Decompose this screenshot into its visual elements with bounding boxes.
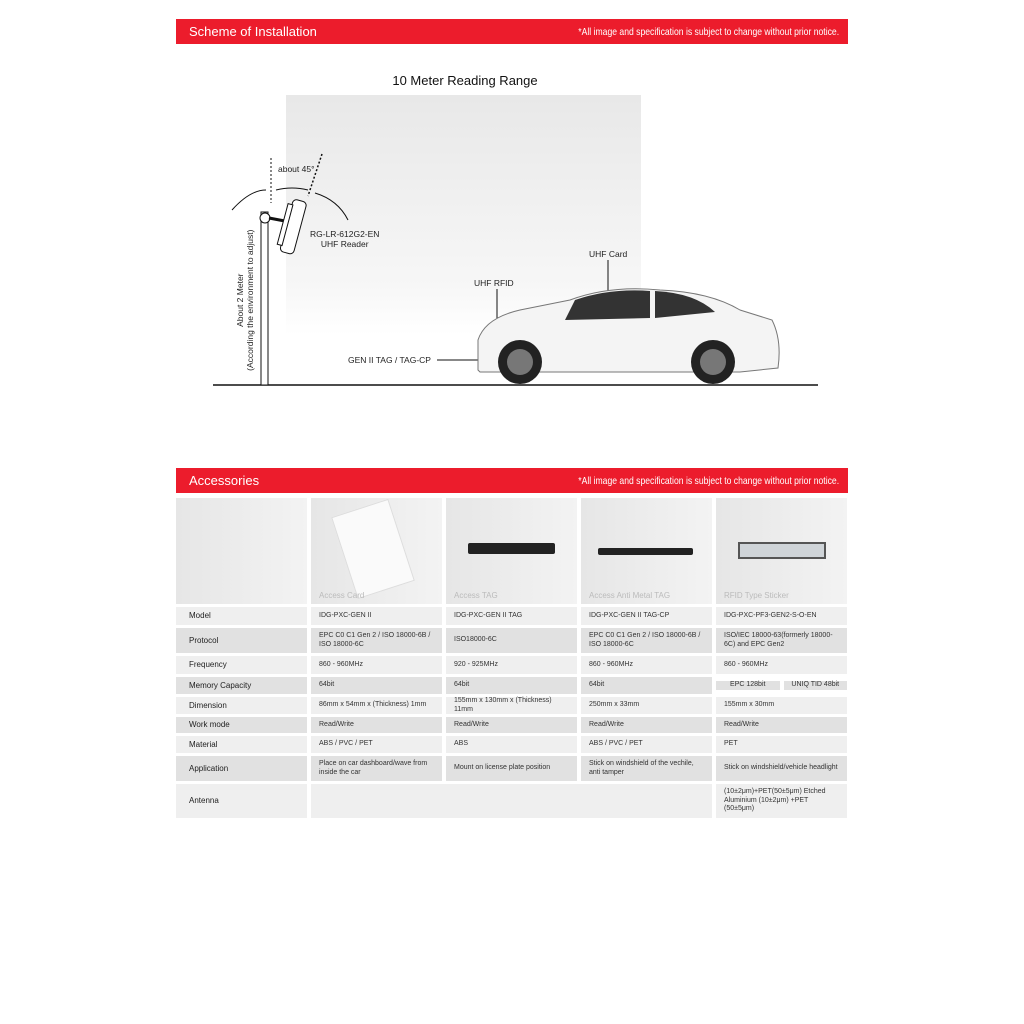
scheme-title: Scheme of Installation bbox=[189, 24, 317, 39]
product-access-card bbox=[311, 498, 442, 604]
range-title: 10 Meter Reading Range bbox=[392, 73, 538, 88]
memory-part: UNIQ TID 48bit bbox=[784, 681, 848, 690]
installation-drawing bbox=[0, 0, 1024, 400]
memory-part: EPC 128bit bbox=[716, 681, 780, 690]
table-cell: Read/Write bbox=[446, 717, 577, 733]
table-cell: ABS bbox=[446, 736, 577, 753]
tag-label: GEN II TAG / TAG-CP bbox=[348, 355, 431, 365]
pole bbox=[261, 212, 268, 385]
split-cell bbox=[716, 677, 847, 694]
car-image bbox=[478, 289, 779, 384]
table-cell: (10±2μm)+PET(50±5μm) Etched Aluminium (10±2μm) +PET (50±5μm) bbox=[716, 784, 847, 818]
height-label bbox=[235, 225, 255, 375]
product-caption: Access TAG bbox=[454, 591, 498, 600]
table-cell: ABS / PVC / PET bbox=[311, 736, 442, 753]
row-label: Frequency bbox=[176, 656, 307, 674]
uhf-card-label: UHF Card bbox=[589, 249, 628, 259]
product-caption: RFID Type Sticker bbox=[724, 591, 789, 600]
table-cell: EPC C0 C1 Gen 2 / ISO 18000-6B / ISO 18000-6C bbox=[581, 628, 712, 653]
product-caption: Access Card bbox=[319, 591, 365, 600]
table-cell: IDG-PXC-PF3-GEN2-S-O-EN bbox=[716, 607, 847, 625]
table-cell: 920 - 925MHz bbox=[446, 656, 577, 674]
table-cell: IDG-PXC-GEN II TAG-CP bbox=[581, 607, 712, 625]
row-label: Application bbox=[176, 756, 307, 781]
accessories-notice: *All image and specification is subject to change without prior notice. bbox=[578, 474, 839, 487]
table-cell: ABS / PVC / PET bbox=[581, 736, 712, 753]
table-cell: 860 - 960MHz bbox=[581, 656, 712, 674]
row-label: Protocol bbox=[176, 628, 307, 653]
table-cell: 860 - 960MHz bbox=[311, 656, 442, 674]
table-cell: 860 - 960MHz bbox=[716, 656, 847, 674]
table-cell: PET bbox=[716, 736, 847, 753]
table-cell: 155mm x 130mm x (Thickness) 11mm bbox=[446, 697, 577, 714]
reader-model: RG-LR-612G2-EN bbox=[310, 229, 380, 239]
table-cell: Read/Write bbox=[716, 717, 847, 733]
angle-label: about 45° bbox=[278, 164, 315, 174]
sticker-image bbox=[738, 542, 826, 559]
scheme-notice: *All image and specification is subject to change without prior notice. bbox=[578, 25, 839, 38]
row-label: Antenna bbox=[176, 784, 307, 818]
table-cell: 64bit bbox=[581, 677, 712, 694]
row-label: Dimension bbox=[176, 697, 307, 714]
table-cell: Read/Write bbox=[311, 717, 442, 733]
table-cell: 155mm x 30mm bbox=[716, 697, 847, 714]
table-cell: Place on car dashboard/wave from inside the car bbox=[311, 756, 442, 781]
table-cell: Stick on windshield/vehicle headlight bbox=[716, 756, 847, 781]
reader-type: UHF Reader bbox=[320, 239, 369, 250]
product-access-tag bbox=[446, 498, 577, 604]
row-label: Work mode bbox=[176, 717, 307, 733]
table-cell: Read/Write bbox=[581, 717, 712, 733]
corner-cell bbox=[176, 498, 307, 604]
product-anti-metal-tag bbox=[581, 498, 712, 604]
row-label: Memory Capacity bbox=[176, 677, 307, 694]
table-cell: ISO/IEC 18000-63(formerly 18000-6C) and EPC Gen2 bbox=[716, 628, 847, 653]
table-cell: 64bit bbox=[311, 677, 442, 694]
product-rfid-sticker bbox=[716, 498, 847, 604]
table-cell: ISO18000-6C bbox=[446, 628, 577, 653]
card-image bbox=[331, 499, 415, 599]
table-cell: 64bit bbox=[446, 677, 577, 694]
table-cell: Stick on windshield of the vechile, anti tamper bbox=[581, 756, 712, 781]
tag-image bbox=[468, 543, 555, 554]
product-caption: Access Anti Metal TAG bbox=[589, 591, 671, 600]
table-cell: 250mm x 33mm bbox=[581, 697, 712, 714]
height-note: (According the environment to adjust) bbox=[245, 229, 255, 371]
accessories-title: Accessories bbox=[189, 473, 260, 488]
table-cell: EPC C0 C1 Gen 2 / ISO 18000-6B / ISO 18000-6C bbox=[311, 628, 442, 653]
table-cell: IDG-PXC-GEN II TAG bbox=[446, 607, 577, 625]
reader-label bbox=[310, 229, 379, 249]
empty-cell bbox=[311, 784, 712, 818]
row-label: Material bbox=[176, 736, 307, 753]
table-cell: Mount on license plate position bbox=[446, 756, 577, 781]
anti-metal-tag-image bbox=[598, 548, 693, 555]
uhf-reader bbox=[276, 198, 307, 255]
table-cell: 86mm x 54mm x (Thickness) 1mm bbox=[311, 697, 442, 714]
height-text: About 2 Meter bbox=[234, 273, 245, 327]
row-label: Model bbox=[176, 607, 307, 625]
accessories-header bbox=[176, 468, 848, 493]
table-cell: IDG-PXC-GEN II bbox=[311, 607, 442, 625]
uhf-rfid-label: UHF RFID bbox=[474, 278, 514, 288]
accessories-table bbox=[176, 498, 848, 818]
